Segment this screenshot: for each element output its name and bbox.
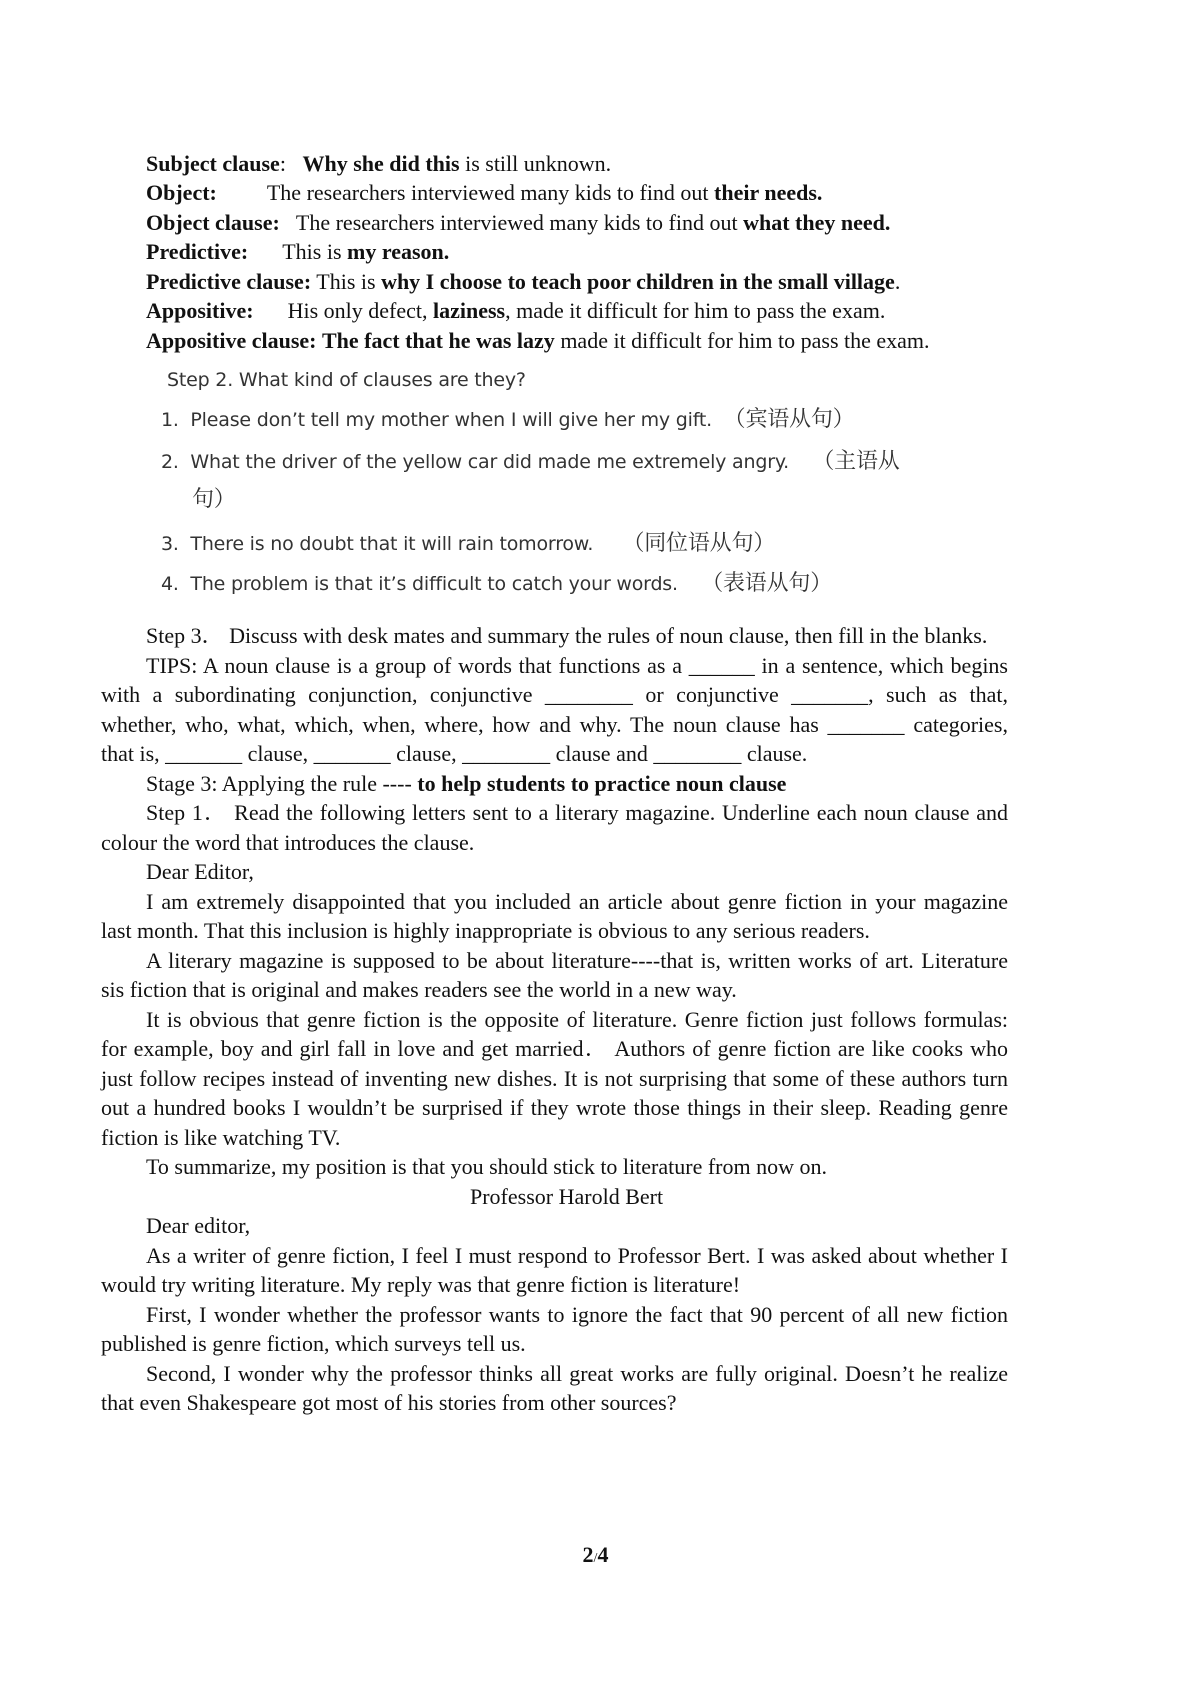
step2-item: 1. Please don’t tell my mother when I will give her my gift. （宾语从句） (161, 407, 855, 432)
step2-item: 4. The problem is that it’s difficult to catch your words. （表语从句） (161, 571, 833, 596)
step2-item: 2. What the driver of the yellow car did made me extremely angry. （主语从 (161, 449, 900, 474)
example-predictive: Predictive: This is my reason. (146, 239, 450, 264)
stage3-heading: Stage 3: Applying the rule ---- to help students to practice noun clause (146, 771, 787, 796)
letter-paragraph: It is obvious that genre fiction is the opposite of literature. Genre fiction just follows formulas: (146, 1007, 1008, 1032)
letter-greeting: Dear editor, (146, 1213, 251, 1238)
example-object-clause: Object clause: The researchers interviewed many kids to find out what they need. (146, 210, 891, 235)
example-appositive-clause: Appositive clause: The fact that he was lazy made it difficult for him to pass the exam. (146, 328, 930, 353)
letter-paragraph: First, I wonder whether the professor wants to ignore the fact that 90 percent of all new fiction (146, 1302, 1008, 1327)
letter-paragraph: A literary magazine is supposed to be about literature----that is, written works of art. Literature (146, 948, 1008, 973)
letter-signature: Professor Harold Bert (470, 1184, 664, 1209)
page-number: 2/4 (582, 1542, 609, 1567)
step2-item-wrap: 句） (192, 487, 236, 512)
step3-instruction: Step 3． Discuss with desk mates and summary the rules of noun clause, then fill in the blanks. (146, 623, 988, 648)
letter-greeting: Dear Editor, (146, 859, 254, 884)
step2-title: Step 2. What kind of clauses are they? (167, 369, 526, 391)
example-appositive: Appositive: His only defect, laziness, made it difficult for him to pass the exam. (146, 298, 886, 323)
step2-item: 3. There is no doubt that it will rain tomorrow. （同位语从句） (161, 531, 776, 556)
example-subject-clause: Subject clause: Why she did this is still unknown. (146, 151, 612, 176)
letter-paragraph: Second, I wonder why the professor thinks all great works are fully original. Doesn’t he realize (146, 1361, 1008, 1386)
document-page: Subject clause: Why she did this is still unknown. Object: The researchers interviewed many kids to find out their needs. Object clause: The researchers interviewed many kids to find out what they need. Predictive: This is my reason. Predictive clause: This is why I choose to teach poor children in the small village. Appositive: His only defect, laziness, made it difficult for him to pass the exam. Appositive clause: The fact that he was lazy made it difficult for him to pass the exam. Step 2. What kind of clauses are they? 1. Please don’t tell my mother when I will give her my gift. （宾语从句） 2. What the driver of the yellow car did made me extremely angry. （主语从 句） 3. There is no doubt that it will rain tomorrow. （同位语从句） 4. The problem is that it’s difficult to catch your words. （表语从句） Step 3． Discuss with desk mates and summary the rules of noun clause, then fill in the blanks. TIPS: A noun clause is a group of words that functions as a ______ in a sentence, which begins with a subordinating conjunction, conjunctive ________ or conjunctive _______, such as that, whether, who, what, which, when, where, how and why. The noun clause has _______ categories, that is, _______ clause, _______ clause, ________ clause and ________ clause. Stage 3: Applying the rule ---- to help students to practice noun clause Step 1． Read the following letters sent to a literary magazine. Underline each noun clause and colour the word that introduces the clause. Dear Editor, I am extremely disappointed that you included an article about genre fiction in your magazine last month. That this inclusion is highly inappropriate is obvious to any serious readers. A literary magazine is supposed to be about literature----that is, written works of art. Literature sis fiction that is original and makes readers see the world in a new way. It is obvious that genre fiction is the opposite of literature. Genre fiction just follows formulas: for example, boy and girl fall in love and get married． Authors of genre fiction are like cooks who just follow recipes instead of inventing new dishes. It is not surprising that some of these authors turn out a hundred books I wouldn’t be surprised if they wrote those things in their sleep. Reading genre fiction is like watching TV. To summarize, my position is that you should stick to literature from now on. Professor Harold Bert Dear editor, As a writer of genre fiction, I feel I must respond to Professor Bert. I was asked about whether I would try writing literature. My reply was that genre fiction is literature! First, I wonder whether the professor wants to ignore the fact that 90 percent of all new fiction published is genre fiction, which surveys tell us. Second, I wonder why the professor thinks all great works are fully original. Doesn’t he realize that even Shakespeare got most of his stories from other sources? 2/4 (0, 0, 1191, 1684)
letter-paragraph: To summarize, my position is that you should stick to literature from now on. (146, 1154, 827, 1179)
letter-paragraph: As a writer of genre fiction, I feel I must respond to Professor Bert. I was asked about whether I (146, 1243, 1008, 1268)
example-object: Object: The researchers interviewed many kids to find out their needs. (146, 180, 823, 205)
letter-paragraph: I am extremely disappointed that you included an article about genre fiction in your magazine (146, 889, 1008, 914)
example-predictive-clause: Predictive clause: This is why I choose to teach poor children in the small village. (146, 269, 901, 294)
